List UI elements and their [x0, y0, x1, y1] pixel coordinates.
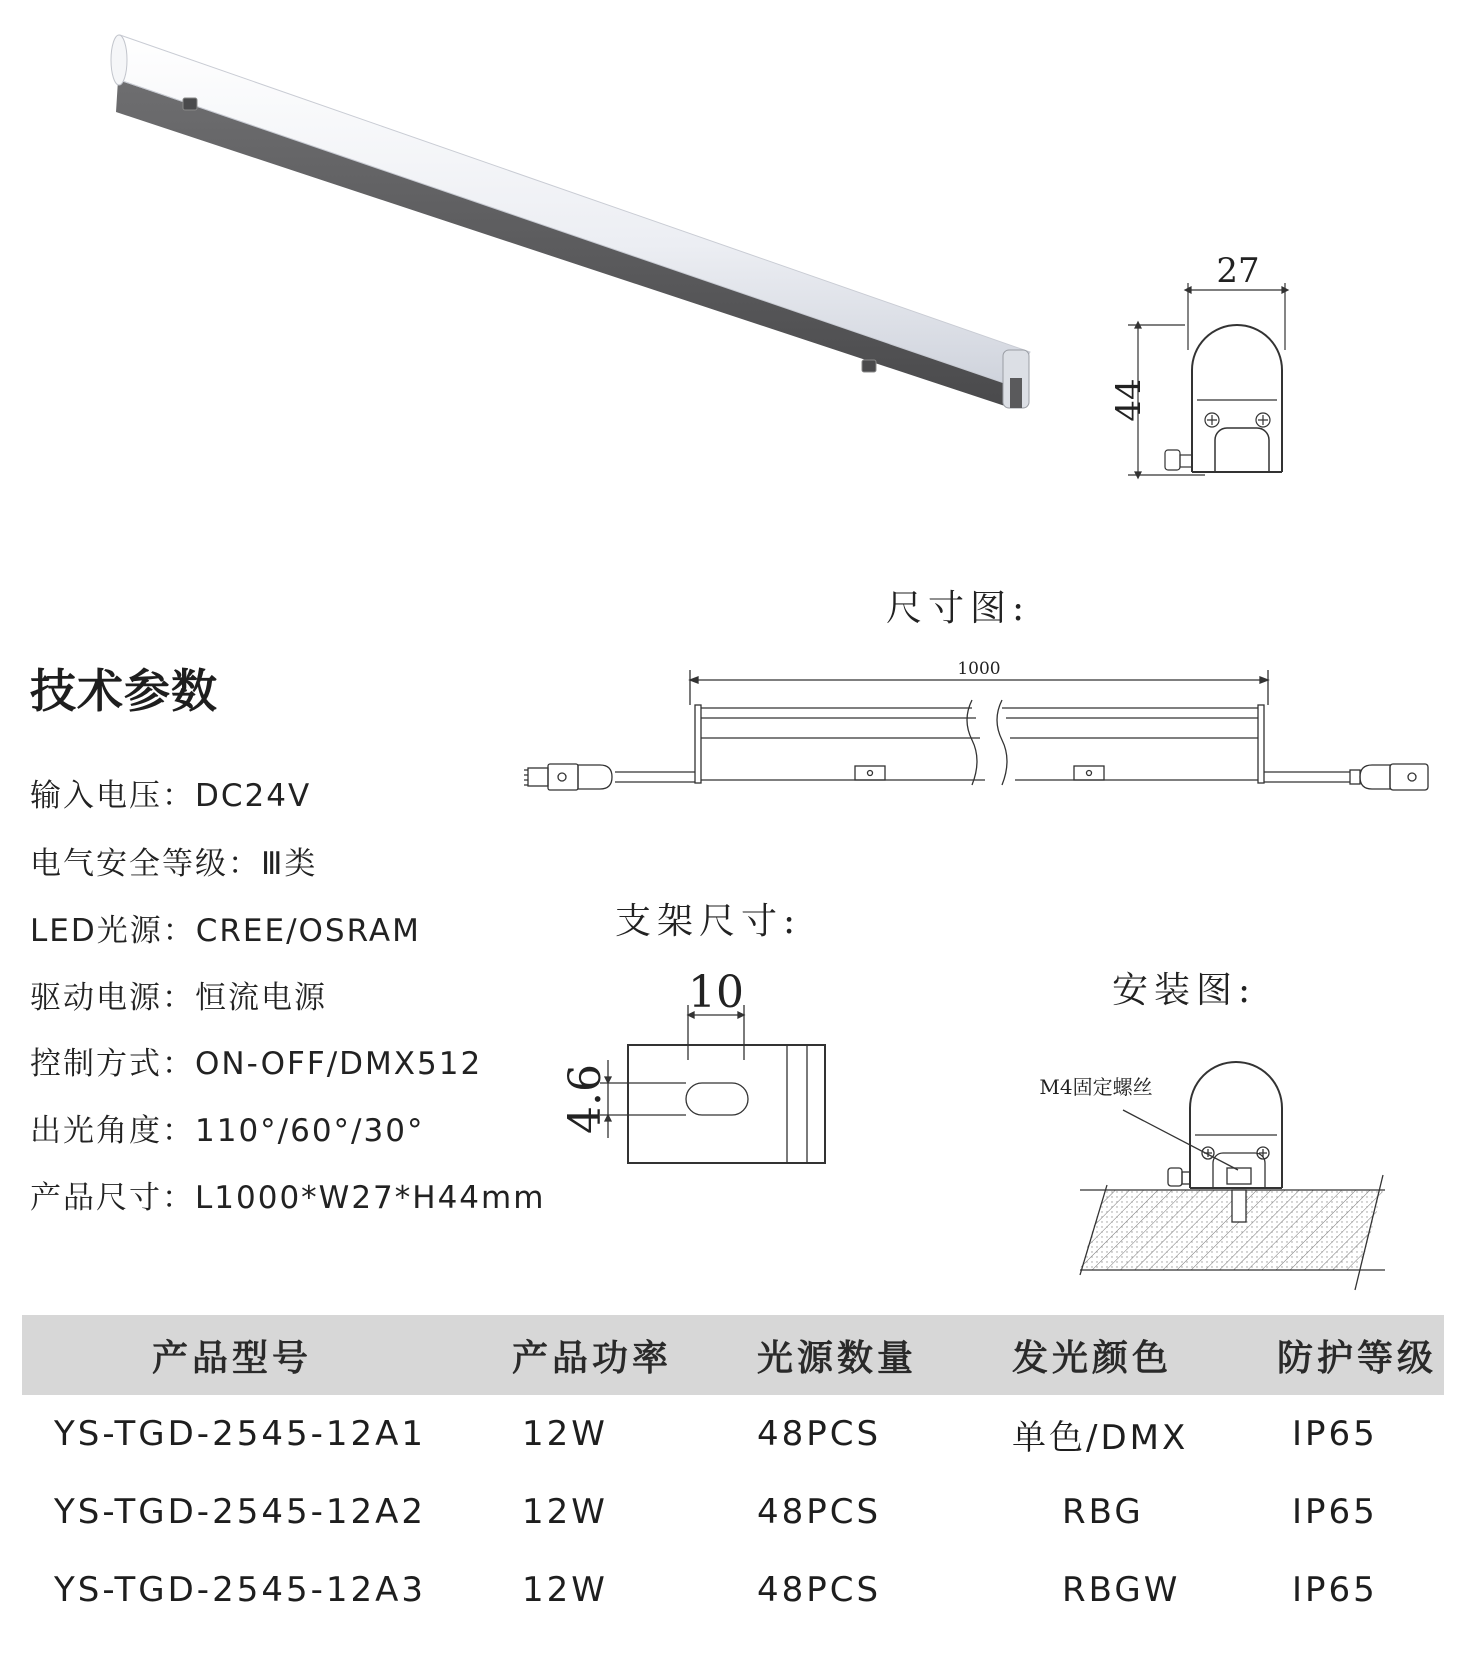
header-model: 产品型号 — [22, 1315, 492, 1395]
spec-input-voltage: 输入电压：DC24V — [30, 778, 312, 814]
cell-led-count: 48PCS — [757, 1414, 882, 1454]
product-table — [22, 1315, 1444, 1629]
cell-model: YS-TGD-2545-12A1 — [54, 1414, 427, 1454]
dimension-drawing-title: 尺寸图: — [886, 588, 1031, 629]
cell-ip-rating: IP65 — [1292, 1492, 1378, 1532]
bracket-width-dimension: 10 — [688, 967, 744, 1018]
cell-color: 单色/DMX — [1012, 1417, 1189, 1458]
cell-model: YS-TGD-2545-12A2 — [54, 1492, 427, 1532]
header-ip-rating: 防护等级 — [1247, 1315, 1444, 1395]
screw-note: M4固定螺丝 — [1039, 1075, 1153, 1099]
bracket-size-title: 支架尺寸: — [615, 901, 802, 942]
cell-color: RBGW — [1062, 1570, 1181, 1610]
cell-power: 12W — [522, 1414, 608, 1454]
bracket-drawing — [560, 960, 840, 1170]
specs-title: 技术参数 — [30, 664, 218, 718]
spec-dimensions: 产品尺寸：L1000*W27*H44mm — [30, 1180, 546, 1216]
height-dimension: 44 — [1109, 378, 1149, 422]
table-row — [22, 1473, 1444, 1551]
length-dimension: 1000 — [957, 659, 1001, 679]
spec-safety-class: 电气安全等级：Ⅲ类 — [30, 846, 318, 882]
cell-power: 12W — [522, 1492, 608, 1532]
spec-driver: 驱动电源：恒流电源 — [30, 980, 327, 1016]
cell-power: 12W — [522, 1570, 608, 1610]
cell-ip-rating: IP65 — [1292, 1570, 1378, 1610]
spec-control: 控制方式：ON-OFF/DMX512 — [30, 1046, 483, 1082]
bracket-height-dimension: 4.6 — [560, 1064, 611, 1134]
spec-led-source: LED光源：CREE/OSRAM — [30, 913, 421, 949]
table-header-row — [22, 1315, 1444, 1395]
header-power: 产品功率 — [492, 1315, 747, 1395]
installation-drawing — [995, 1025, 1395, 1315]
width-dimension: 27 — [1216, 251, 1260, 291]
table-row — [22, 1551, 1444, 1629]
installation-title: 安装图: — [1112, 970, 1257, 1011]
cross-section-drawing — [1090, 250, 1310, 490]
cell-ip-rating: IP65 — [1292, 1414, 1378, 1454]
header-led-count: 光源数量 — [747, 1315, 992, 1395]
cell-color: RBG — [1062, 1492, 1144, 1532]
product-photo — [100, 30, 1040, 430]
cell-led-count: 48PCS — [757, 1570, 882, 1610]
cell-led-count: 48PCS — [757, 1492, 882, 1532]
table-row — [22, 1395, 1444, 1473]
cell-model: YS-TGD-2545-12A3 — [54, 1570, 427, 1610]
header-color: 发光颜色 — [992, 1315, 1247, 1395]
spec-beam-angle: 出光角度：110°/60°/30° — [30, 1113, 425, 1149]
length-drawing — [515, 650, 1445, 810]
